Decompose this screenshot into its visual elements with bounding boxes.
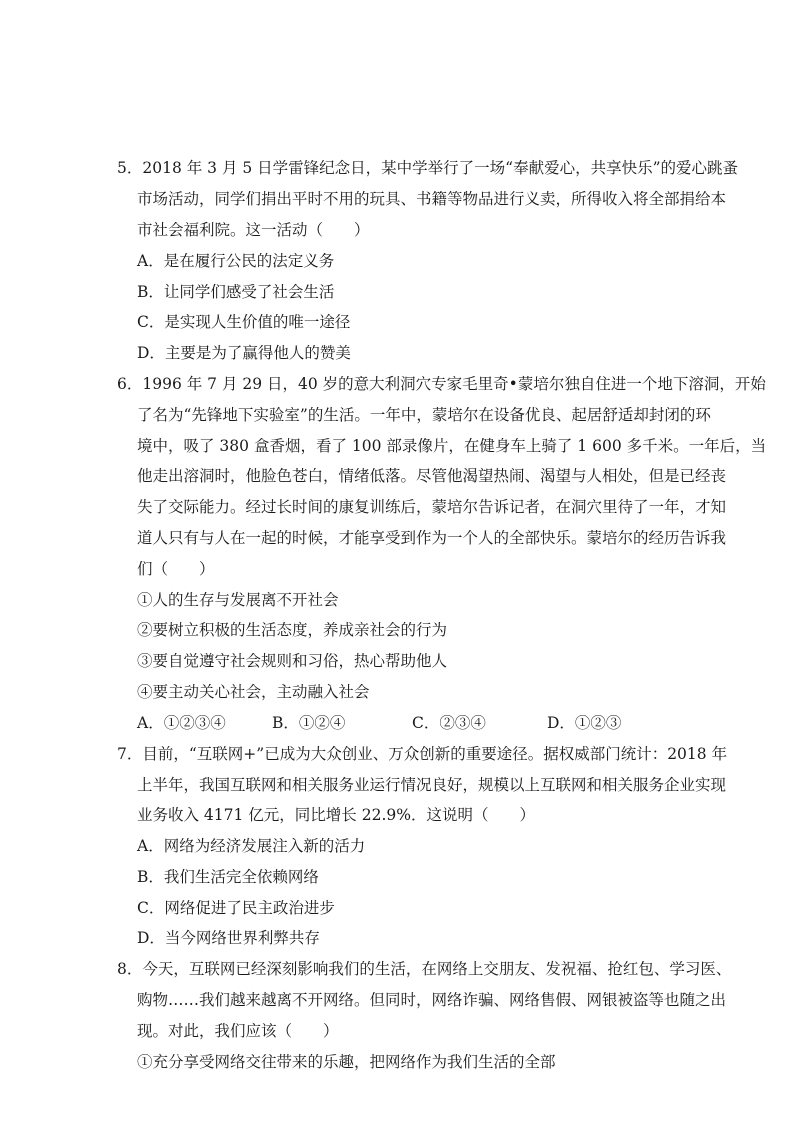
question-6-stem-line-3: 境中，吸了 380 盒香烟，看了 100 部录像片，在健身车上骑了 1 600 多千米。一年后，当 <box>137 437 767 455</box>
question-6-option-d: D．①②③ <box>547 714 622 732</box>
question-5-option-b: B．让同学们感受了社会生活 <box>137 283 335 301</box>
question-5-stem-line-3: 市社会福利院。这一活动（ ） <box>137 221 370 239</box>
question-6-stem-line-7: 们（ ） <box>137 560 215 578</box>
question-6-option-b: B．①②④ <box>272 714 346 732</box>
question-6-stem-line-6: 道人只有与人在一起的时候，才能享受到作为一个人的全部快乐。蒙培尔的经历告诉我 <box>137 529 727 547</box>
question-6-stem-line-1: 6．1996 年 7 月 29 日，40 岁的意大利洞穴专家毛里奇•蒙培尔独自住进一个地下溶洞，开始 <box>117 375 766 393</box>
question-7-option-a: A．网络为经济发展注入新的活力 <box>137 837 366 855</box>
question-6-options-row <box>137 713 697 733</box>
question-7-option-b: B．我们生活完全依赖网络 <box>137 868 319 886</box>
question-6-item-2: ②要树立积极的生活态度，养成亲社会的行为 <box>137 621 448 639</box>
question-6-stem-line-2: 了名为“先锋地下实验室”的生活。一年中，蒙培尔在设备优良、起居舒适却封闭的环 <box>137 406 711 424</box>
question-5-stem-line-1: 5．2018 年 3 月 5 日学雷锋纪念日，某中学举行了一场“奉献爱心，共享快乐”的爱心跳蚤 <box>117 159 739 177</box>
question-5-stem-line-2: 市场活动，同学们捐出平时不用的玩具、书籍等物品进行义卖，所得收入将全部捐给本 <box>137 190 727 208</box>
question-8-item-1: ①充分享受网络交往带来的乐趣，把网络作为我们生活的全部 <box>137 1053 556 1071</box>
question-6-item-3: ③要自觉遵守社会规则和习俗，热心帮助他人 <box>137 652 448 670</box>
question-5-option-d: D．主要是为了赢得他人的赞美 <box>137 344 351 362</box>
question-7-stem-line-3: 业务收入 4171 亿元，同比增长 22.9%．这说明（ ） <box>137 806 535 824</box>
question-7-stem-line-1: 7．目前，“互联网+”已成为大众创业、万众创新的重要途径。据权威部门统计：2018 年 <box>117 745 728 763</box>
question-6-item-4: ④要主动关心社会，主动融入社会 <box>137 683 370 701</box>
question-7-option-d: D．当今网络世界利弊共存 <box>137 929 320 947</box>
question-8-stem-line-2: 购物……我们越来越离不开网络。但同时，网络诈骗、网络售假、网银被盗等也随之出 <box>137 991 727 1009</box>
question-7-stem-line-2: 上半年，我国互联网和相关服务业运行情况良好，规模以上互联网和相关服务企业实现 <box>137 776 727 794</box>
question-6-option-a: A．①②③④ <box>137 714 226 732</box>
question-6-stem-line-5: 失了交际能力。经过长时间的康复训练后，蒙培尔告诉记者，在洞穴里待了一年，才知 <box>137 498 727 516</box>
question-5-option-c: C．是实现人生价值的唯一途径 <box>137 313 351 331</box>
question-5-option-a: A．是在履行公民的法定义务 <box>137 252 335 270</box>
question-7-option-c: C．网络促进了民主政治进步 <box>137 899 335 917</box>
question-6-option-c: C．②③④ <box>412 714 486 732</box>
question-8-stem-line-3: 现。对此，我们应该（ ） <box>137 1022 339 1040</box>
question-6-stem-line-4: 他走出溶洞时，他脸色苍白，情绪低落。尽管他渴望热闹、渴望与人相处，但是已经丧 <box>137 467 727 485</box>
question-8-stem-line-1: 8．今天，互联网已经深刻影响我们的生活，在网络上交朋友、发祝福、抢红包、学习医、 <box>117 960 732 978</box>
question-6-item-1: ①人的生存与发展离不开社会 <box>137 591 339 609</box>
